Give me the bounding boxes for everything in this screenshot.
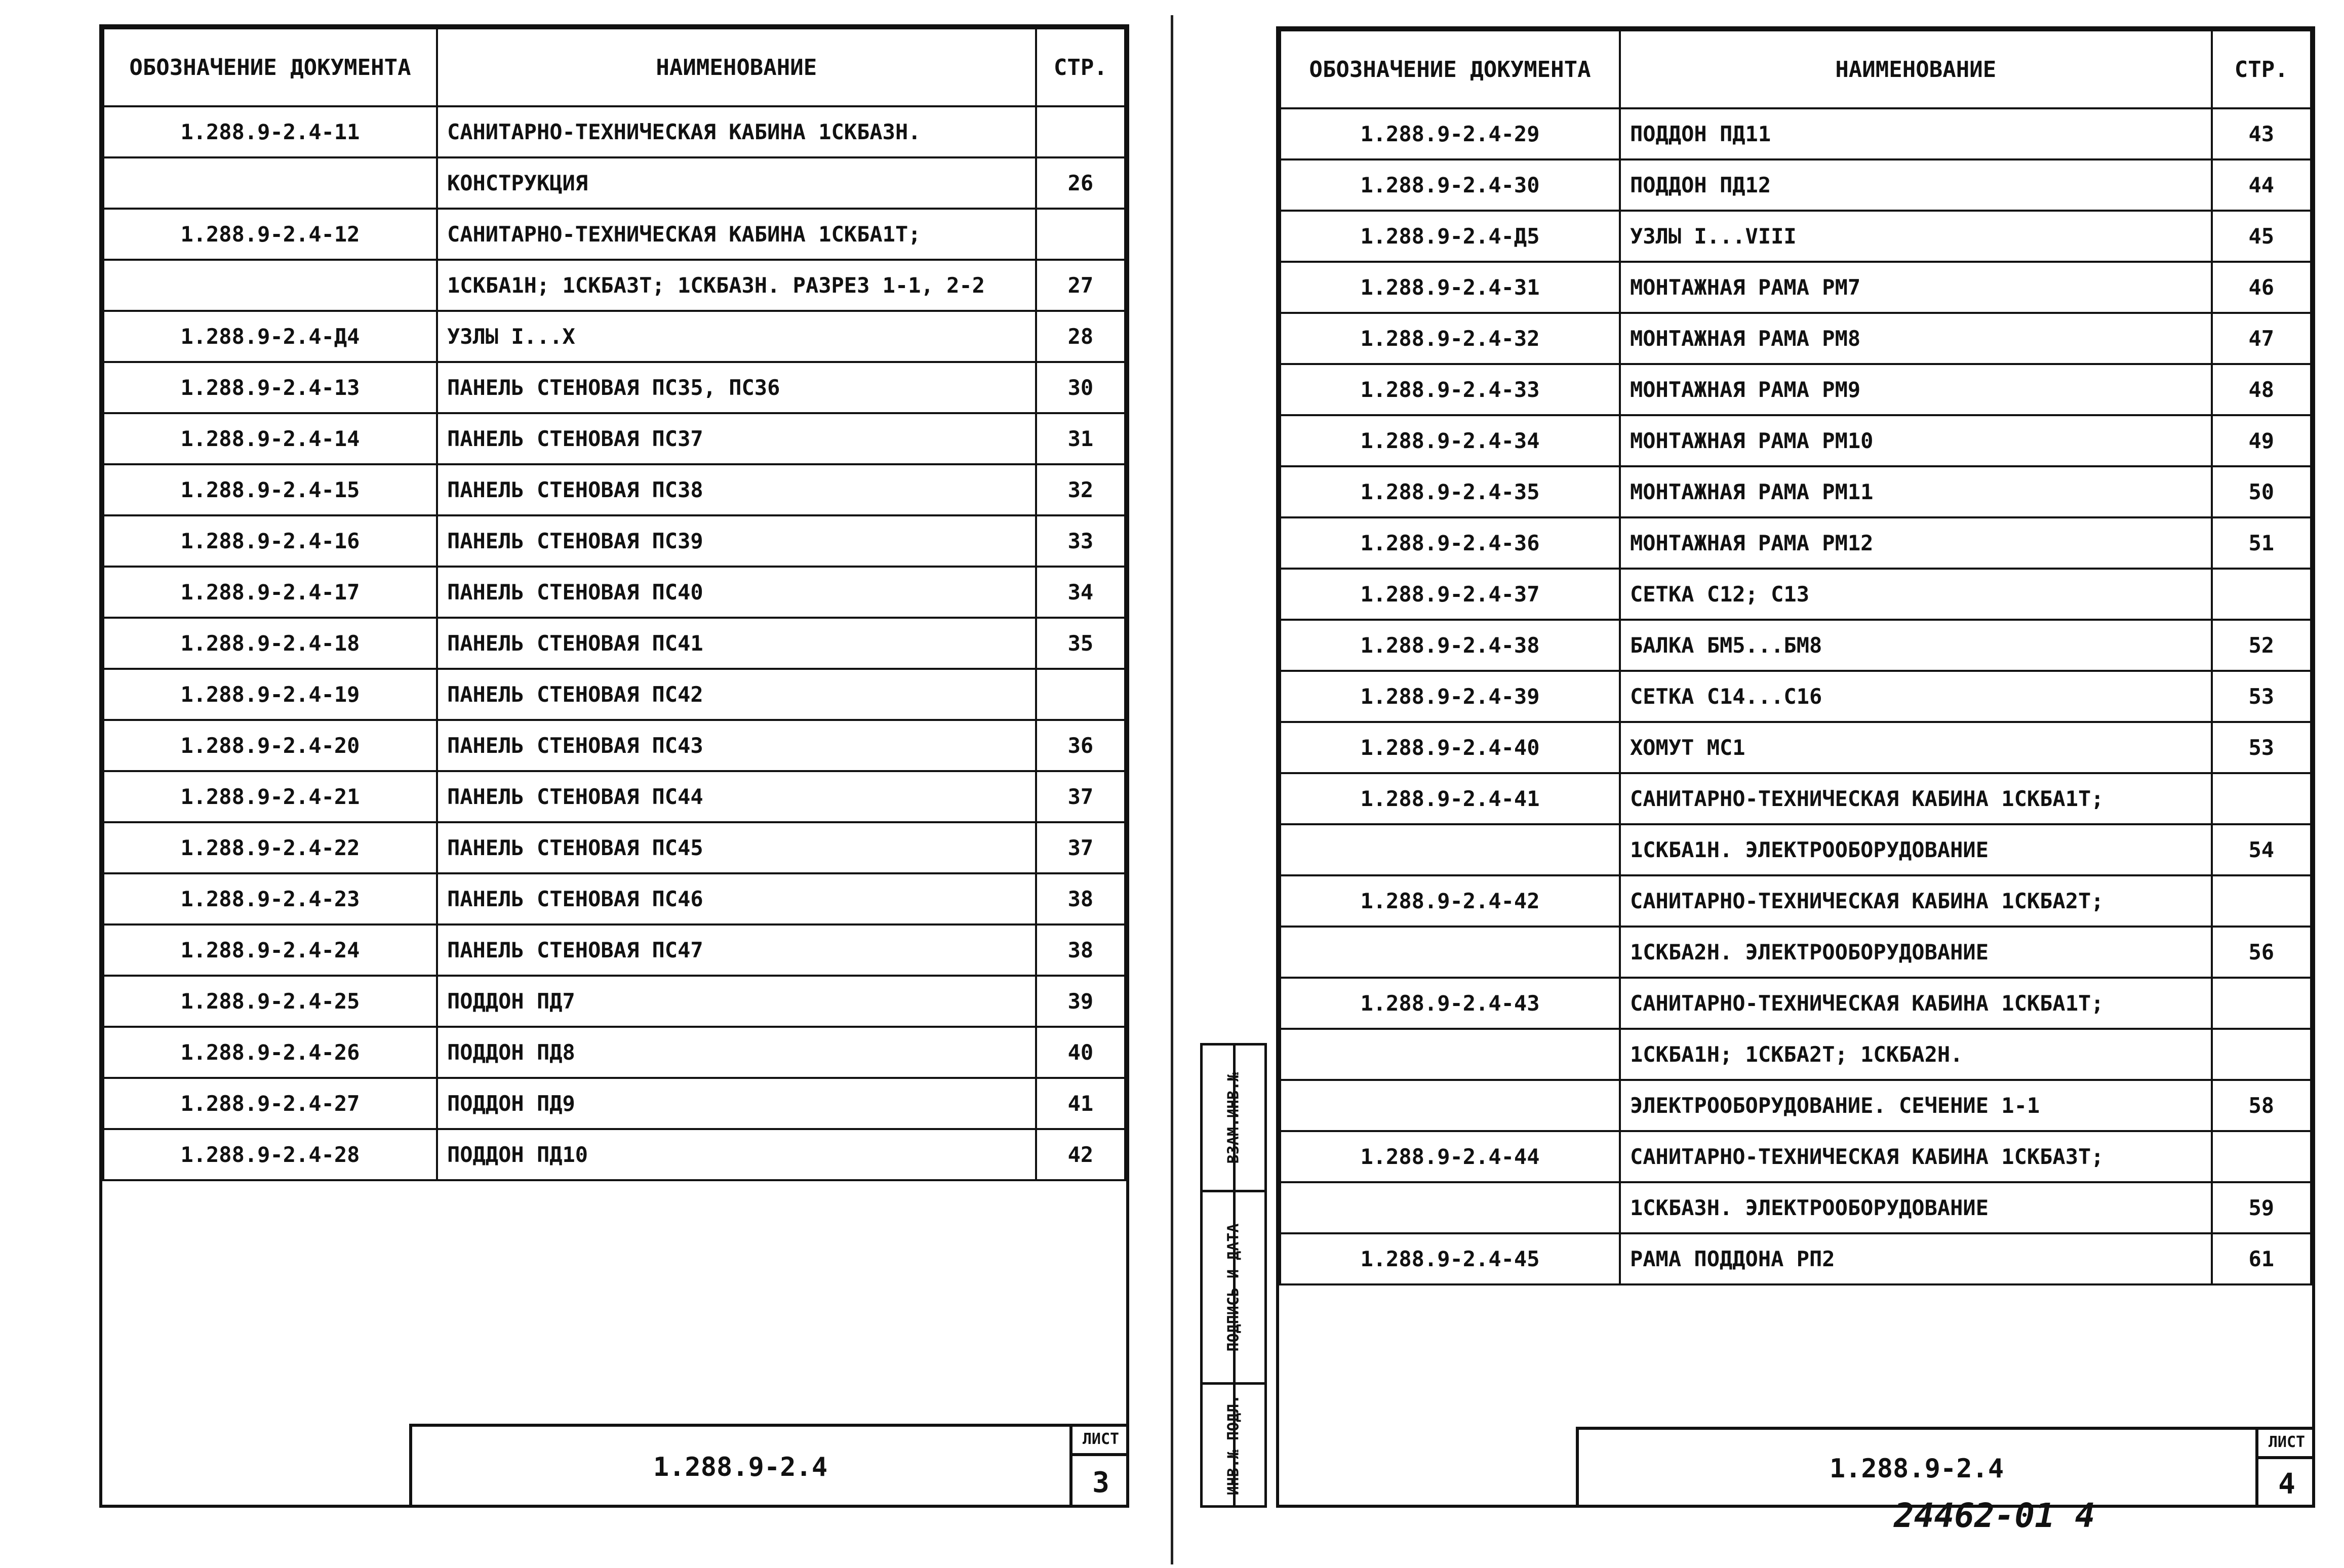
- document-code-cell: 1.288.9-2.4-19: [103, 669, 437, 720]
- page-number-cell: 47: [2212, 313, 2311, 364]
- right-title-block: [1576, 1427, 2315, 1508]
- document-name-cell: САНИТАРНО-ТЕХНИЧЕСКАЯ КАБИНА 1СКБА1Т;: [1620, 978, 2212, 1029]
- page-number-cell: [1036, 106, 1125, 157]
- page-number-cell: [2212, 1029, 2311, 1080]
- document-code-cell: 1.288.9-2.4-45: [1280, 1233, 1620, 1284]
- table-row: [1280, 262, 2311, 313]
- table-row: [1280, 159, 2311, 211]
- page-number-cell: 38: [1036, 924, 1125, 976]
- document-name-cell: МОНТАЖНАЯ РАМА РМ12: [1620, 517, 2212, 569]
- page-number-cell: 54: [2212, 824, 2311, 875]
- document-name-cell: ПАНЕЛЬ СТЕНОВАЯ ПС47: [437, 924, 1036, 976]
- document-code-cell: 1.288.9-2.4-Д4: [103, 311, 437, 362]
- header-code: ОБОЗНАЧЕНИЕ ДОКУМЕНТА: [103, 28, 437, 106]
- document-code-cell: 1.288.9-2.4-18: [103, 618, 437, 669]
- table-row: [1280, 108, 2311, 159]
- page-number-cell: 36: [1036, 720, 1125, 771]
- document-name-cell: ПАНЕЛЬ СТЕНОВАЯ ПС37: [437, 413, 1036, 464]
- table-row: [1280, 1182, 2311, 1233]
- page-number-cell: 58: [2212, 1080, 2311, 1131]
- sheet-number-cell: [2255, 1430, 2315, 1508]
- table-header-row: [103, 28, 1125, 106]
- document-name-cell: 1СКБА2Н. ЭЛЕКТРООБОРУДОВАНИЕ: [1620, 927, 2212, 978]
- document-name-cell: ПАНЕЛЬ СТЕНОВАЯ ПС39: [437, 515, 1036, 567]
- document-code-cell: [103, 260, 437, 311]
- right-table-body: [1280, 108, 2311, 1284]
- document-name-cell: САНИТАРНО-ТЕХНИЧЕСКАЯ КАБИНА 1СКБА2Т;: [1620, 875, 2212, 927]
- document-code-cell: 1.288.9-2.4-14: [103, 413, 437, 464]
- document-code-cell: 1.288.9-2.4-12: [103, 209, 437, 260]
- document-code-cell: 1.288.9-2.4-15: [103, 464, 437, 515]
- document-name-cell: ПАНЕЛЬ СТЕНОВАЯ ПС46: [437, 873, 1036, 924]
- table-row: [103, 822, 1125, 873]
- left-sheet: [99, 24, 1129, 1508]
- page-number-cell: 37: [1036, 771, 1125, 822]
- page-number-cell: 40: [1036, 1027, 1125, 1078]
- table-row: [103, 720, 1125, 771]
- document-name-cell: ПОДДОН ПД7: [437, 976, 1036, 1027]
- document-name-cell: ПАНЕЛЬ СТЕНОВАЯ ПС42: [437, 669, 1036, 720]
- document-name-cell: МОНТАЖНАЯ РАМА РМ11: [1620, 466, 2212, 517]
- page-number-cell: 37: [1036, 822, 1125, 873]
- header-page: СТР.: [2212, 30, 2311, 108]
- document-name-cell: КОНСТРУКЦИЯ: [437, 157, 1036, 209]
- doc-code: 1.288.9-2.4: [653, 1452, 828, 1482]
- table-row: [103, 311, 1125, 362]
- document-name-cell: САНИТАРНО-ТЕХНИЧЕСКАЯ КАБИНА 1СКБА3Н.: [437, 106, 1036, 157]
- document-code-cell: 1.288.9-2.4-44: [1280, 1131, 1620, 1182]
- page-number-cell: [1036, 209, 1125, 260]
- document-code-cell: [1280, 1182, 1620, 1233]
- document-name-cell: МОНТАЖНАЯ РАМА РМ9: [1620, 364, 2212, 415]
- document-code-cell: 1.288.9-2.4-23: [103, 873, 437, 924]
- table-row: [103, 567, 1125, 618]
- table-row: [1280, 875, 2311, 927]
- document-name-cell: ЭЛЕКТРООБОРУДОВАНИЕ. СЕЧЕНИЕ 1-1: [1620, 1080, 2212, 1131]
- page-number-cell: [2212, 875, 2311, 927]
- table-header-row: [1280, 30, 2311, 108]
- document-code-cell: [1280, 1080, 1620, 1131]
- header-page: СТР.: [1036, 28, 1125, 106]
- page-number-cell: 56: [2212, 927, 2311, 978]
- page-number-cell: 30: [1036, 362, 1125, 413]
- table-row: [103, 1129, 1125, 1180]
- archive-number: 24462-01 4: [1894, 1496, 2095, 1535]
- document-name-cell: ХОМУТ МС1: [1620, 722, 2212, 773]
- document-name-cell: ПАНЕЛЬ СТЕНОВАЯ ПС43: [437, 720, 1036, 771]
- table-row: [1280, 364, 2311, 415]
- document-code-cell: 1.288.9-2.4-40: [1280, 722, 1620, 773]
- document-name-cell: СЕТКА С12; С13: [1620, 569, 2212, 620]
- table-row: [1280, 824, 2311, 875]
- right-sheet: [1276, 26, 2315, 1508]
- table-row: [1280, 978, 2311, 1029]
- table-row: [103, 106, 1125, 157]
- document-name-cell: ПАНЕЛЬ СТЕНОВАЯ ПС41: [437, 618, 1036, 669]
- stamp-signature-date: ПОДПИСЬ И ДАТА: [1224, 1223, 1243, 1351]
- document-code-cell: 1.288.9-2.4-29: [1280, 108, 1620, 159]
- stamp-cell-signature-date: [1203, 1192, 1264, 1385]
- table-row: [103, 157, 1125, 209]
- document-code-cell: 1.288.9-2.4-30: [1280, 159, 1620, 211]
- document-code-cell: [1280, 824, 1620, 875]
- table-row: [1280, 1233, 2311, 1284]
- page-number-cell: 33: [1036, 515, 1125, 567]
- page-number-cell: 42: [1036, 1129, 1125, 1180]
- document-code-cell: 1.288.9-2.4-20: [103, 720, 437, 771]
- table-row: [1280, 517, 2311, 569]
- page-number-cell: 38: [1036, 873, 1125, 924]
- page-number-cell: 32: [1036, 464, 1125, 515]
- document-code-cell: 1.288.9-2.4-27: [103, 1078, 437, 1129]
- page-number-cell: 50: [2212, 466, 2311, 517]
- page-number-cell: 51: [2212, 517, 2311, 569]
- page-number-cell: 53: [2212, 671, 2311, 722]
- document-code-cell: 1.288.9-2.4-17: [103, 567, 437, 618]
- table-row: [103, 976, 1125, 1027]
- table-row: [1280, 569, 2311, 620]
- page-number-cell: 48: [2212, 364, 2311, 415]
- table-row: [1280, 1029, 2311, 1080]
- document-name-cell: МОНТАЖНАЯ РАМА РМ10: [1620, 415, 2212, 466]
- table-row: [1280, 773, 2311, 824]
- table-row: [1280, 620, 2311, 671]
- header-code: ОБОЗНАЧЕНИЕ ДОКУМЕНТА: [1280, 30, 1620, 108]
- table-row: [103, 413, 1125, 464]
- document-code-cell: [1280, 927, 1620, 978]
- table-row: [1280, 1080, 2311, 1131]
- table-row: [103, 209, 1125, 260]
- document-code-cell: 1.288.9-2.4-32: [1280, 313, 1620, 364]
- page-number-cell: 39: [1036, 976, 1125, 1027]
- document-name-cell: СЕТКА С14...С16: [1620, 671, 2212, 722]
- table-row: [103, 873, 1125, 924]
- table-row: [1280, 927, 2311, 978]
- left-index-table: [102, 27, 1126, 1181]
- table-row: [103, 924, 1125, 976]
- page-number-cell: 59: [2212, 1182, 2311, 1233]
- document-code-cell: 1.288.9-2.4-25: [103, 976, 437, 1027]
- page-number-cell: 49: [2212, 415, 2311, 466]
- table-row: [103, 669, 1125, 720]
- document-code-cell: 1.288.9-2.4-22: [103, 822, 437, 873]
- document-code-cell: 1.288.9-2.4-37: [1280, 569, 1620, 620]
- document-name-cell: ПОДДОН ПД11: [1620, 108, 2212, 159]
- document-name-cell: 1СКБА3Н. ЭЛЕКТРООБОРУДОВАНИЕ: [1620, 1182, 2212, 1233]
- page-number-cell: 26: [1036, 157, 1125, 209]
- table-row: [1280, 671, 2311, 722]
- page-number-cell: [1036, 669, 1125, 720]
- document-code-cell: 1.288.9-2.4-34: [1280, 415, 1620, 466]
- document-code-cell: 1.288.9-2.4-16: [103, 515, 437, 567]
- document-name-cell: ПАНЕЛЬ СТЕНОВАЯ ПС45: [437, 822, 1036, 873]
- table-row: [103, 260, 1125, 311]
- document-code-cell: 1.288.9-2.4-21: [103, 771, 437, 822]
- page-number-cell: [2212, 773, 2311, 824]
- document-code-cell: 1.288.9-2.4-43: [1280, 978, 1620, 1029]
- left-title-block: [409, 1424, 1129, 1508]
- page-number-cell: [2212, 978, 2311, 1029]
- page-number-cell: 27: [1036, 260, 1125, 311]
- document-name-cell: САНИТАРНО-ТЕХНИЧЕСКАЯ КАБИНА 1СКБА1Т;: [1620, 773, 2212, 824]
- sheet-label: ЛИСТ: [2258, 1430, 2315, 1459]
- document-code-cell: 1.288.9-2.4-42: [1280, 875, 1620, 927]
- table-row: [103, 464, 1125, 515]
- document-code-cell: 1.288.9-2.4-41: [1280, 773, 1620, 824]
- page-number-cell: 45: [2212, 211, 2311, 262]
- document-name-cell: МОНТАЖНАЯ РАМА РМ7: [1620, 262, 2212, 313]
- document-code-cell: [1280, 1029, 1620, 1080]
- document-code-cell: 1.288.9-2.4-39: [1280, 671, 1620, 722]
- table-row: [103, 1078, 1125, 1129]
- left-table-body: [103, 106, 1125, 1180]
- table-row: [1280, 466, 2311, 517]
- document-name-cell: УЗЛЫ I...X: [437, 311, 1036, 362]
- document-name-cell: ПОДДОН ПД12: [1620, 159, 2212, 211]
- document-code-cell: 1.288.9-2.4-26: [103, 1027, 437, 1078]
- document-name-cell: ПАНЕЛЬ СТЕНОВАЯ ПС38: [437, 464, 1036, 515]
- page-number-cell: 43: [2212, 108, 2311, 159]
- table-row: [103, 771, 1125, 822]
- page-number-cell: [2212, 569, 2311, 620]
- document-code-cell: 1.288.9-2.4-31: [1280, 262, 1620, 313]
- document-name-cell: 1СКБА1Н; 1СКБА3Т; 1СКБА3Н. РАЗРЕЗ 1-1, 2-2: [437, 260, 1036, 311]
- stamp-cell-inv-podl: [1203, 1385, 1264, 1505]
- document-name-cell: УЗЛЫ I...VIII: [1620, 211, 2212, 262]
- document-name-cell: МОНТАЖНАЯ РАМА РМ8: [1620, 313, 2212, 364]
- page-number-cell: 28: [1036, 311, 1125, 362]
- table-row: [103, 362, 1125, 413]
- document-name-cell: БАЛКА БМ5...БМ8: [1620, 620, 2212, 671]
- table-row: [103, 515, 1125, 567]
- document-name-cell: 1СКБА1Н; 1СКБА2Т; 1СКБА2Н.: [1620, 1029, 2212, 1080]
- table-row: [103, 618, 1125, 669]
- document-name-cell: 1СКБА1Н. ЭЛЕКТРООБОРУДОВАНИЕ: [1620, 824, 2212, 875]
- document-name-cell: ПАНЕЛЬ СТЕНОВАЯ ПС35, ПС36: [437, 362, 1036, 413]
- document-name-cell: ПОДДОН ПД9: [437, 1078, 1036, 1129]
- page-number-cell: 46: [2212, 262, 2311, 313]
- table-row: [1280, 722, 2311, 773]
- sheet-number-cell: [1069, 1427, 1129, 1508]
- page-number-cell: 44: [2212, 159, 2311, 211]
- document-name-cell: ПАНЕЛЬ СТЕНОВАЯ ПС40: [437, 567, 1036, 618]
- page-number-cell: 41: [1036, 1078, 1125, 1129]
- document-code-cell: 1.288.9-2.4-38: [1280, 620, 1620, 671]
- document-code-cell: 1.288.9-2.4-13: [103, 362, 437, 413]
- stamp-inv-podl: ИНВ.№ ПОДЛ.: [1224, 1394, 1243, 1496]
- document-code-cell: 1.288.9-2.4-35: [1280, 466, 1620, 517]
- header-name: НАИМЕНОВАНИЕ: [1620, 30, 2212, 108]
- sheet-fold-line: [1171, 15, 1173, 1564]
- sheet-number: 3: [1092, 1466, 1109, 1499]
- document-name-cell: САНИТАРНО-ТЕХНИЧЕСКАЯ КАБИНА 1СКБА3Т;: [1620, 1131, 2212, 1182]
- page-number-cell: 34: [1036, 567, 1125, 618]
- document-code-cell: 1.288.9-2.4-33: [1280, 364, 1620, 415]
- document-code-cell: 1.288.9-2.4-11: [103, 106, 437, 157]
- page-number-cell: 35: [1036, 618, 1125, 669]
- page-number-cell: 31: [1036, 413, 1125, 464]
- stamp-cell-vzam-inv: [1203, 1046, 1264, 1192]
- side-approval-stamp: [1200, 1043, 1267, 1508]
- page-number-cell: 53: [2212, 722, 2311, 773]
- stamp-vzam-inv: ВЗАМ.ИНВ.№: [1224, 1072, 1243, 1163]
- document-name-cell: ПОДДОН ПД10: [437, 1129, 1036, 1180]
- table-row: [1280, 415, 2311, 466]
- document-name-cell: РАМА ПОДДОНА РП2: [1620, 1233, 2212, 1284]
- document-name-cell: ПАНЕЛЬ СТЕНОВАЯ ПС44: [437, 771, 1036, 822]
- document-code-cell: 1.288.9-2.4-24: [103, 924, 437, 976]
- sheet-number: 4: [2278, 1467, 2295, 1501]
- document-name-cell: ПОДДОН ПД8: [437, 1027, 1036, 1078]
- table-row: [1280, 211, 2311, 262]
- table-row: [1280, 1131, 2311, 1182]
- page-number-cell: [2212, 1131, 2311, 1182]
- table-row: [1280, 313, 2311, 364]
- document-code-cell: 1.288.9-2.4-28: [103, 1129, 437, 1180]
- document-code-cell: 1.288.9-2.4-Д5: [1280, 211, 1620, 262]
- document-name-cell: САНИТАРНО-ТЕХНИЧЕСКАЯ КАБИНА 1СКБА1Т;: [437, 209, 1036, 260]
- sheet-label: ЛИСТ: [1072, 1427, 1129, 1456]
- document-code-cell: [103, 157, 437, 209]
- table-row: [103, 1027, 1125, 1078]
- doc-code: 1.288.9-2.4: [1829, 1454, 2004, 1484]
- page-number-cell: 61: [2212, 1233, 2311, 1284]
- document-code-cell: 1.288.9-2.4-36: [1280, 517, 1620, 569]
- header-name: НАИМЕНОВАНИЕ: [437, 28, 1036, 106]
- page-number-cell: 52: [2212, 620, 2311, 671]
- right-index-table: [1279, 29, 2312, 1285]
